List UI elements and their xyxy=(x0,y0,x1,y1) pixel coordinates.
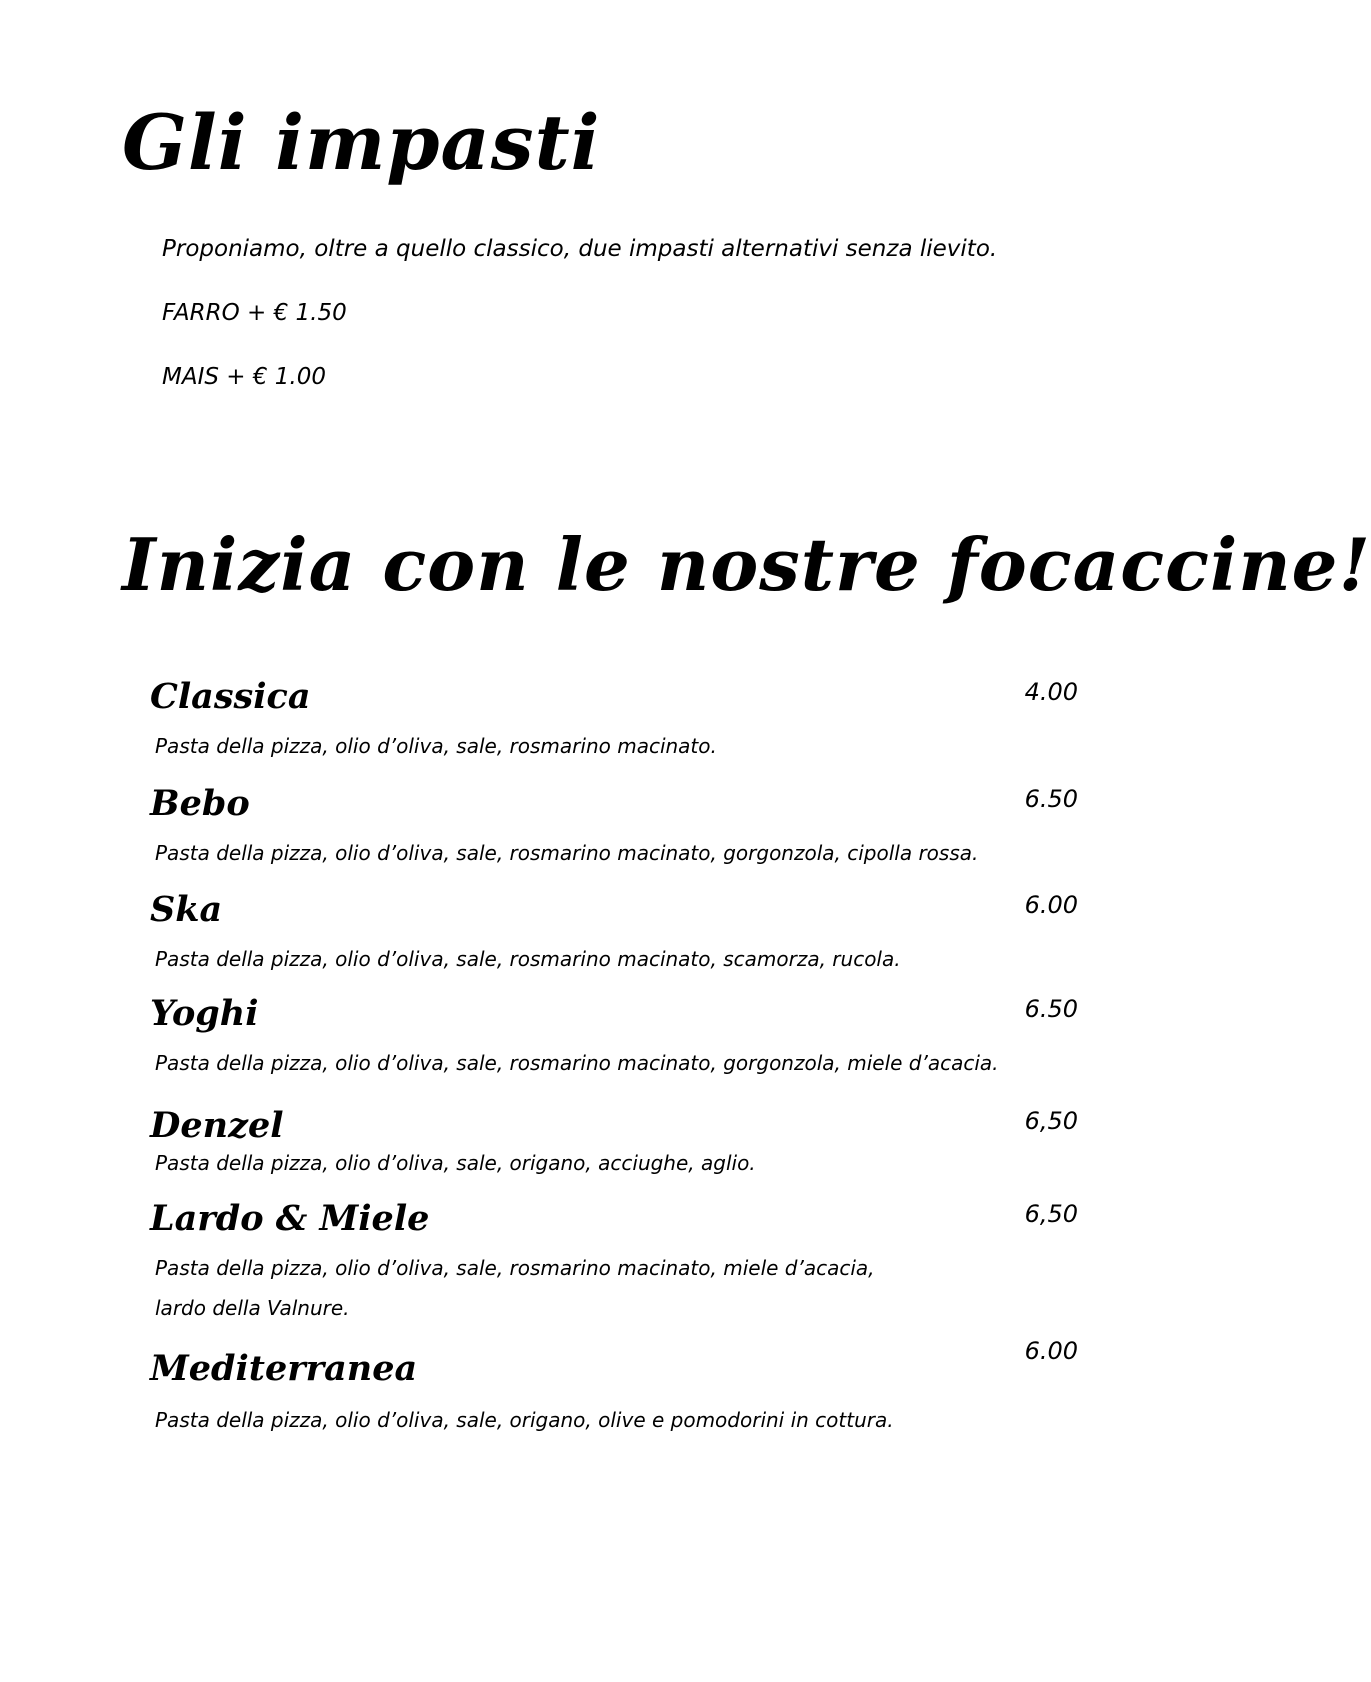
menu-item-price: 6,50 xyxy=(1024,1107,1078,1135)
menu-item-description: Pasta della pizza, olio d’oliva, sale, origano, acciughe, aglio. xyxy=(155,1151,756,1175)
impasto-option-mais: MAIS + € 1.00 xyxy=(162,364,327,390)
menu-item-name: Lardo & Miele xyxy=(150,1198,430,1239)
menu-item-price: 6.50 xyxy=(1024,785,1078,813)
menu-item-description: Pasta della pizza, olio d’oliva, sale, rosmarino macinato, scamorza, rucola. xyxy=(155,947,901,971)
impasti-title: Gli impasti xyxy=(122,98,601,187)
menu-item-price: 6.00 xyxy=(1024,1337,1078,1365)
menu-item-price: 4.00 xyxy=(1024,678,1078,706)
menu-item-price: 6.00 xyxy=(1024,891,1078,919)
menu-item-description: lardo della Valnure. xyxy=(155,1296,350,1320)
menu-item-description: Pasta della pizza, olio d’oliva, sale, rosmarino macinato. xyxy=(155,734,717,758)
menu-item-price: 6.50 xyxy=(1024,995,1078,1023)
menu-item-description: Pasta della pizza, olio d’oliva, sale, rosmarino macinato, miele d’acacia, xyxy=(155,1256,875,1280)
menu-item-name: Bebo xyxy=(150,783,250,824)
menu-item-name: Denzel xyxy=(150,1105,284,1146)
menu-item-description: Pasta della pizza, olio d’oliva, sale, rosmarino macinato, gorgonzola, cipolla rossa. xyxy=(155,841,979,865)
menu-item-name: Classica xyxy=(150,676,311,717)
impasto-option-farro: FARRO + € 1.50 xyxy=(162,300,347,326)
menu-item-price: 6,50 xyxy=(1024,1200,1078,1228)
menu-item-name: Mediterranea xyxy=(150,1348,418,1389)
menu-item-description: Pasta della pizza, olio d’oliva, sale, rosmarino macinato, gorgonzola, miele d’acacia. xyxy=(155,1051,999,1075)
menu-item-name: Yoghi xyxy=(150,993,259,1034)
menu-item-name: Ska xyxy=(150,889,223,930)
menu-item-description: Pasta della pizza, olio d’oliva, sale, origano, olive e pomodorini in cottura. xyxy=(155,1408,894,1432)
focaccine-title: Inizia con le nostre focaccine! xyxy=(122,522,1371,607)
impasti-intro: Proponiamo, oltre a quello classico, due impasti alternativi senza lievito. xyxy=(162,236,998,262)
